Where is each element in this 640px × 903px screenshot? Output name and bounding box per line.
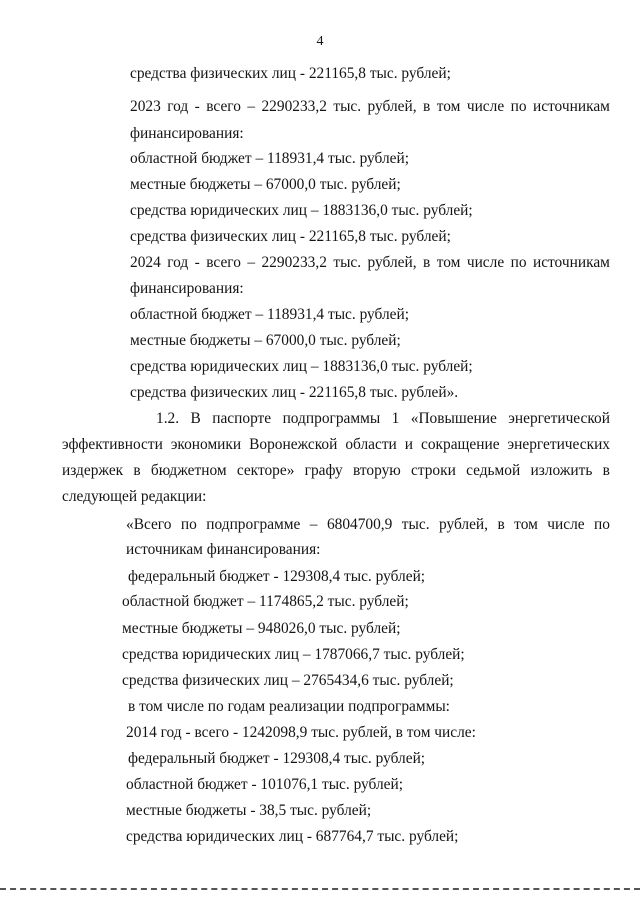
text-line: источникам финансирования:	[126, 541, 321, 558]
text-line: средства юридических лиц - 687764,7 тыс. рублей;	[126, 828, 459, 845]
text-line: областной бюджет – 118931,4 тыс. рублей;	[130, 306, 410, 323]
text-line: «Всего по подпрограмме – 6804700,9 тыс. рублей, в том числе по	[126, 516, 610, 533]
text-line: областной бюджет - 101076,1 тыс. рублей;	[126, 776, 404, 793]
text-line: 2023 год - всего – 2290233,2 тыс. рублей, в том числе по источникам	[130, 98, 610, 115]
text-line: издержек в бюджетном секторе» графу вторую строки седьмой изложить в	[62, 462, 610, 479]
text-line: местные бюджеты - 38,5 тыс. рублей;	[126, 802, 372, 819]
text-line: средства юридических лиц – 1787066,7 тыс. рублей;	[122, 646, 465, 663]
text-line: средства физических лиц - 221165,8 тыс. рублей;	[130, 65, 451, 82]
text-line: средства юридических лиц – 1883136,0 тыс. рублей;	[130, 202, 473, 219]
text-line: федеральный бюджет - 129308,4 тыс. рублей;	[128, 750, 426, 767]
text-line: федеральный бюджет - 129308,4 тыс. рублей;	[128, 568, 426, 585]
text-line: 2024 год - всего – 2290233,2 тыс. рублей, в том числе по источникам	[130, 254, 610, 271]
text-line: средства физических лиц - 221165,8 тыс. рублей».	[130, 384, 459, 401]
text-line: следующей редакции:	[62, 488, 207, 505]
text-line: местные бюджеты – 948026,0 тыс. рублей;	[122, 620, 401, 637]
text-line: 2014 год - всего - 1242098,9 тыс. рублей, в том числе:	[126, 724, 476, 741]
text-line: областной бюджет – 1174865,2 тыс. рублей;	[122, 593, 409, 610]
text-line: средства физических лиц - 221165,8 тыс. рублей;	[130, 228, 451, 245]
text-line: местные бюджеты – 67000,0 тыс. рублей;	[130, 332, 401, 349]
page-number: 4	[316, 34, 324, 49]
text-line: эффективности экономики Воронежской области и сокращение энергетических	[62, 436, 610, 453]
text-line: в том числе по годам реализации подпрограммы:	[128, 698, 450, 715]
page-bottom-border	[0, 888, 640, 890]
text-line: финансирования:	[130, 280, 244, 297]
text-line: средства юридических лиц – 1883136,0 тыс. рублей;	[130, 358, 473, 375]
text-line: областной бюджет – 118931,4 тыс. рублей;	[130, 150, 410, 167]
text-line: финансирования:	[130, 125, 244, 142]
text-line: 1.2. В паспорте подпрограммы 1 «Повышение энергетической	[156, 410, 610, 427]
text-line: местные бюджеты – 67000,0 тыс. рублей;	[130, 176, 401, 193]
text-line: средства физических лиц – 2765434,6 тыс. рублей;	[122, 672, 454, 689]
